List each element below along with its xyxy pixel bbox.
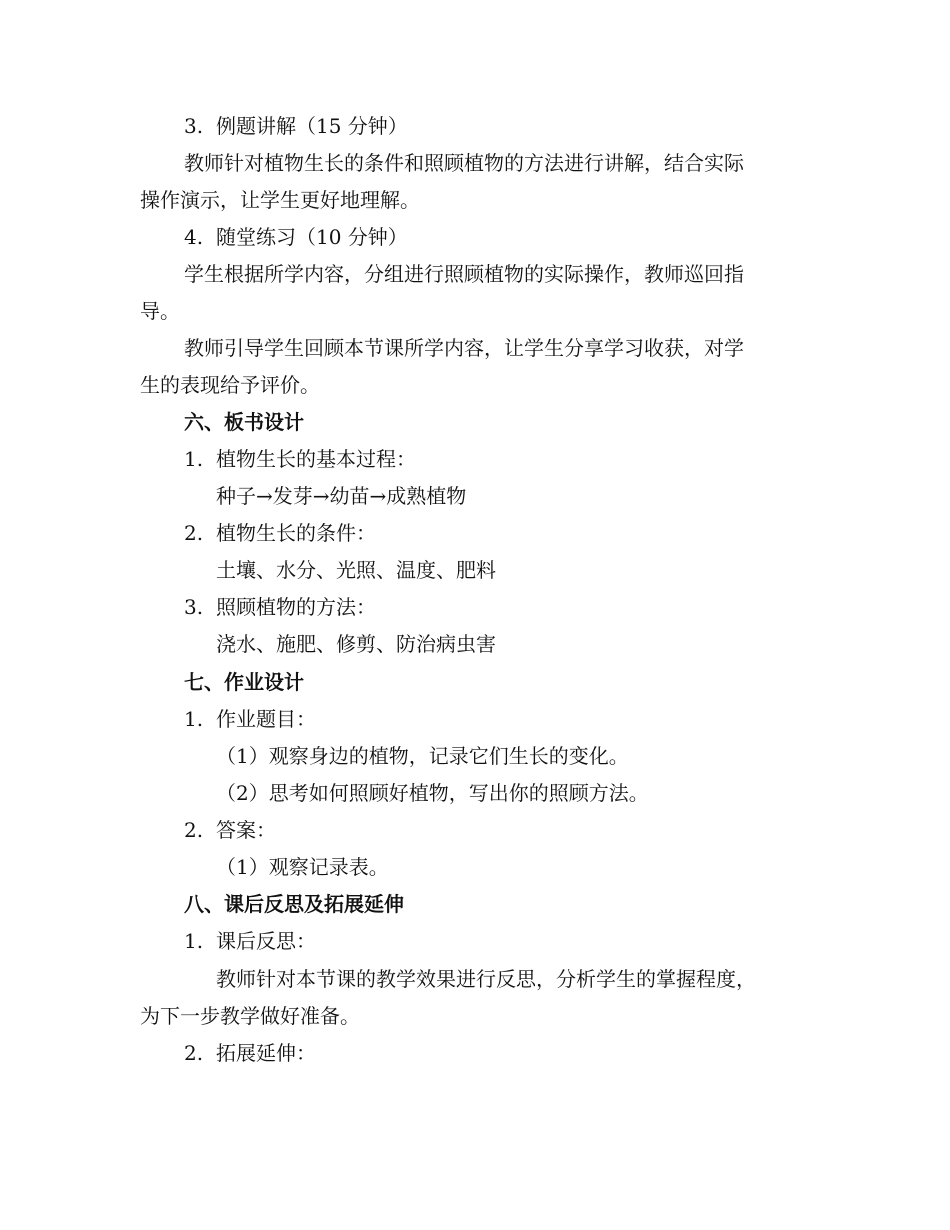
section-heading-reflection: 八、课后反思及拓展延伸: [184, 892, 404, 916]
paragraph-line: 为下一步教学做好准备。: [140, 1004, 360, 1028]
section-heading-homework: 七、作业设计: [184, 670, 304, 694]
homework-question: （1）观察身边的植物，记录它们生长的变化。: [216, 744, 629, 768]
list-item-detail: 种子→发芽→幼苗→成熟植物: [216, 484, 467, 508]
item-number: 1.: [184, 707, 204, 731]
item-4-heading: [184, 219, 408, 256]
item-number: 2.: [184, 521, 204, 545]
homework-question: （2）思考如何照顾好植物，写出你的照顾方法。: [216, 781, 649, 805]
item-number: 1.: [184, 929, 204, 953]
item-label: 植物生长的条件：: [216, 521, 376, 545]
list-item-detail: 土壤、水分、光照、温度、肥料: [216, 558, 496, 582]
item-title: 例题讲解（15 分钟）: [216, 114, 408, 138]
item-label: 答案：: [216, 818, 276, 842]
paragraph-line: 操作演示，让学生更好地理解。: [140, 188, 420, 212]
list-item: [184, 923, 316, 960]
item-label: 作业题目：: [216, 707, 316, 731]
item-label: 植物生长的基本过程：: [216, 447, 416, 471]
list-item: [184, 589, 376, 626]
list-item: [184, 441, 416, 478]
paragraph-line: 导。: [140, 299, 180, 323]
item-3-heading: [184, 108, 408, 145]
paragraph-line: 生的表现给予评价。: [140, 373, 320, 397]
section-heading-board-design: 六、板书设计: [184, 410, 304, 434]
item-number: 2.: [184, 1041, 204, 1065]
item-number: 1.: [184, 447, 204, 471]
paragraph-line: 学生根据所学内容，分组进行照顾植物的实际操作，教师巡回指: [184, 262, 744, 286]
homework-answer: （1）观察记录表。: [216, 855, 389, 879]
list-item: [184, 812, 276, 849]
item-label: 拓展延伸：: [216, 1041, 316, 1065]
item-label: 照顾植物的方法：: [216, 595, 376, 619]
paragraph-line: 教师针对本节课的教学效果进行反思，分析学生的掌握程度，: [216, 967, 756, 991]
item-title: 随堂练习（10 分钟）: [216, 225, 408, 249]
paragraph-line: 教师引导学生回顾本节课所学内容，让学生分享学习收获，对学: [184, 336, 744, 360]
item-number: 4.: [184, 225, 204, 249]
list-item: [184, 701, 316, 738]
list-item-detail: 浇水、施肥、修剪、防治病虫害: [216, 632, 496, 656]
paragraph-line: 教师针对植物生长的条件和照顾植物的方法进行讲解，结合实际: [184, 151, 744, 175]
list-item: [184, 1035, 316, 1072]
list-item: [184, 515, 376, 552]
item-label: 课后反思：: [216, 929, 316, 953]
item-number: 3.: [184, 595, 204, 619]
item-number: 2.: [184, 818, 204, 842]
item-number: 3.: [184, 114, 204, 138]
